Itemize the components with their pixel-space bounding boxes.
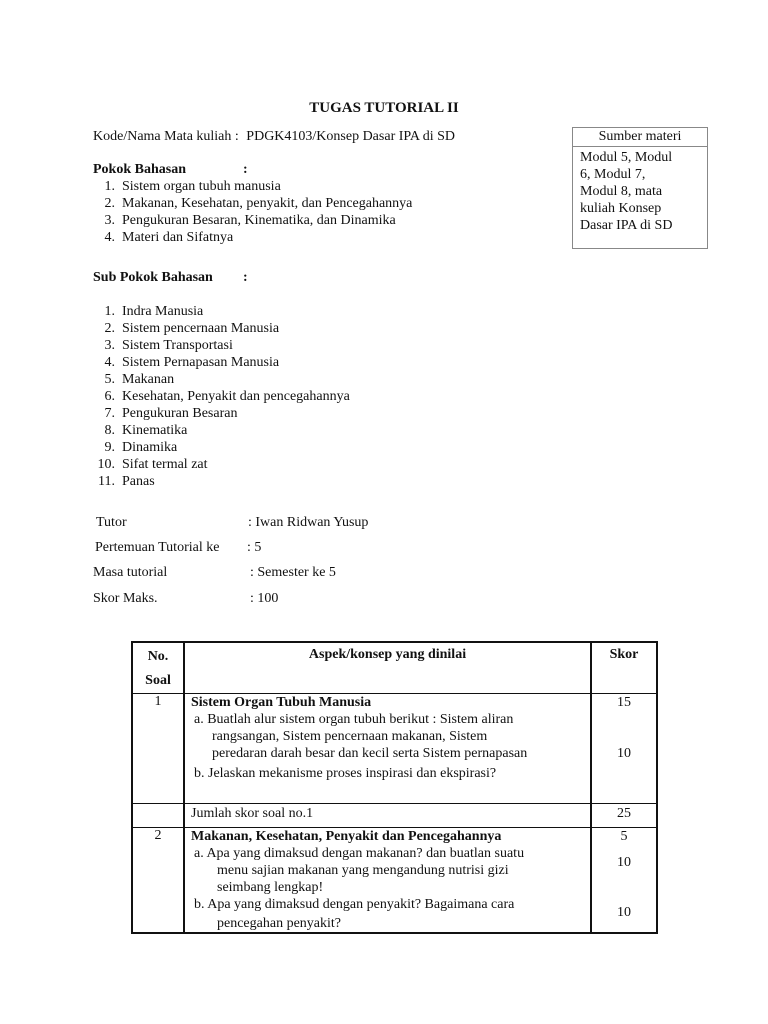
pertemuan-label: Pertemuan Tutorial ke <box>95 540 220 555</box>
list-item: 4. Sistem Pernapasan Manusia <box>104 355 280 370</box>
q1-skor-a: 15 <box>617 695 631 710</box>
header-no-soal <box>132 642 184 694</box>
q2-a-line2: menu sajian makanan yang mengandung nutrisi gizi <box>217 863 509 878</box>
list-item: 3. Sistem Transportasi <box>104 338 233 353</box>
q1-jumlah-empty <box>132 804 184 828</box>
q2-b-line2: pencegahan penyakit? <box>217 916 341 931</box>
document-title: TUGAS TUTORIAL II <box>309 100 459 116</box>
sub-pokok-heading: Sub Pokok Bahasan <box>93 270 213 285</box>
tutor-label: Tutor <box>96 515 127 530</box>
list-item: 2. Sistem pencernaan Manusia <box>104 321 280 336</box>
sumber-line: Modul 5, Modul <box>580 150 673 165</box>
q1-jumlah-label: Jumlah skor soal no.1 <box>184 804 591 828</box>
header-aspek: Aspek/konsep yang dinilai <box>184 642 591 694</box>
sumber-materi-box <box>572 127 708 249</box>
sumber-line: 6, Modul 7, <box>580 167 646 182</box>
q1-a-line1: a. Buatlah alur sistem organ tubuh berikut : Sistem aliran <box>194 712 514 727</box>
sumber-line: Modul 8, mata <box>580 184 663 199</box>
q1-jumlah-skor: 25 <box>591 804 657 828</box>
q1-a-line2: rangsangan, Sistem pencernaan makanan, Sistem <box>212 729 488 744</box>
list-item: 9. Dinamika <box>104 440 178 455</box>
header-no: No. <box>147 649 169 664</box>
table-row <box>132 694 657 804</box>
list-item: 4. Materi dan Sifatnya <box>104 230 234 245</box>
pokok-colon: : <box>243 162 248 177</box>
masa-label: Masa tutorial <box>93 565 168 580</box>
course-value: PDGK4103/Konsep Dasar IPA di SD <box>246 129 456 144</box>
q2-number: 2 <box>132 828 184 934</box>
sumber-line: kuliah Konsep <box>580 201 662 216</box>
list-item: 3. Pengukuran Besaran, Kinematika, dan Dinamika <box>104 213 396 228</box>
skor-maks-value: : 100 <box>250 591 279 606</box>
q2-a-line1: a. Apa yang dimaksud dengan makanan? dan buatlan suatu <box>194 846 525 861</box>
q1-skor-b: 10 <box>617 746 631 761</box>
table-row <box>132 828 657 934</box>
list-item: 8. Kinematika <box>104 423 188 438</box>
list-item: 1. Sistem organ tubuh manusia <box>104 179 281 194</box>
pokok-heading <box>93 162 186 178</box>
table-row <box>132 804 657 828</box>
sub-pokok-list <box>93 303 350 490</box>
skor-maks-label: Skor Maks. <box>93 591 158 606</box>
pokok-list <box>93 178 412 246</box>
table-header-row <box>132 642 657 694</box>
list-item: 2. Makanan, Kesehatan, penyakit, dan Pencegahannya <box>104 196 413 211</box>
q2-b-line1: b. Apa yang dimaksud dengan penyakit? Bagaimana cara <box>194 897 515 912</box>
header-soal: Soal <box>145 673 171 688</box>
q1-skor <box>591 694 657 804</box>
masa-value: : Semester ke 5 <box>250 565 336 580</box>
list-item: 10. Sifat termal zat <box>97 457 208 472</box>
q2-skor-title: 5 <box>620 829 628 844</box>
list-item: 1. Indra Manusia <box>104 304 204 319</box>
q2-title: Makanan, Kesehatan, Penyakit dan Pencegahannya <box>191 829 502 844</box>
q1-b-line1: b. Jelaskan mekanisme proses inspirasi dan ekspirasi? <box>194 766 497 781</box>
header-skor: Skor <box>591 642 657 694</box>
q1-title: Sistem Organ Tubuh Manusia <box>191 695 372 710</box>
list-item: 5. Makanan <box>104 372 175 387</box>
sub-pokok-colon: : <box>243 270 248 285</box>
sumber-line: Dasar IPA di SD <box>580 218 673 233</box>
sumber-materi-body <box>573 147 707 234</box>
course-label: Kode/Nama Mata kuliah : <box>93 129 239 144</box>
tutor-value: : Iwan Ridwan Yusup <box>248 515 369 530</box>
q2-skor <box>591 828 657 934</box>
q1-number: 1 <box>132 694 184 804</box>
q2-a-line3: seimbang lengkap! <box>217 880 324 895</box>
list-item: 6. Kesehatan, Penyakit dan pencegahannya <box>104 389 350 404</box>
course-line <box>93 129 455 145</box>
q1-a-line3: peredaran darah besar dan kecil serta Sistem pernapasan <box>212 746 528 761</box>
q2-skor-a: 10 <box>617 855 631 870</box>
pokok-heading-text: Pokok Bahasan <box>93 162 186 177</box>
q1-content <box>184 694 591 804</box>
list-item: 11. Panas <box>98 474 155 489</box>
sumber-materi-header: Sumber materi <box>573 128 707 147</box>
pertemuan-value: : 5 <box>247 540 262 555</box>
scoring-table <box>131 641 658 934</box>
list-item: 7. Pengukuran Besaran <box>104 406 238 421</box>
q2-skor-b: 10 <box>617 905 631 920</box>
q2-content <box>184 828 591 934</box>
